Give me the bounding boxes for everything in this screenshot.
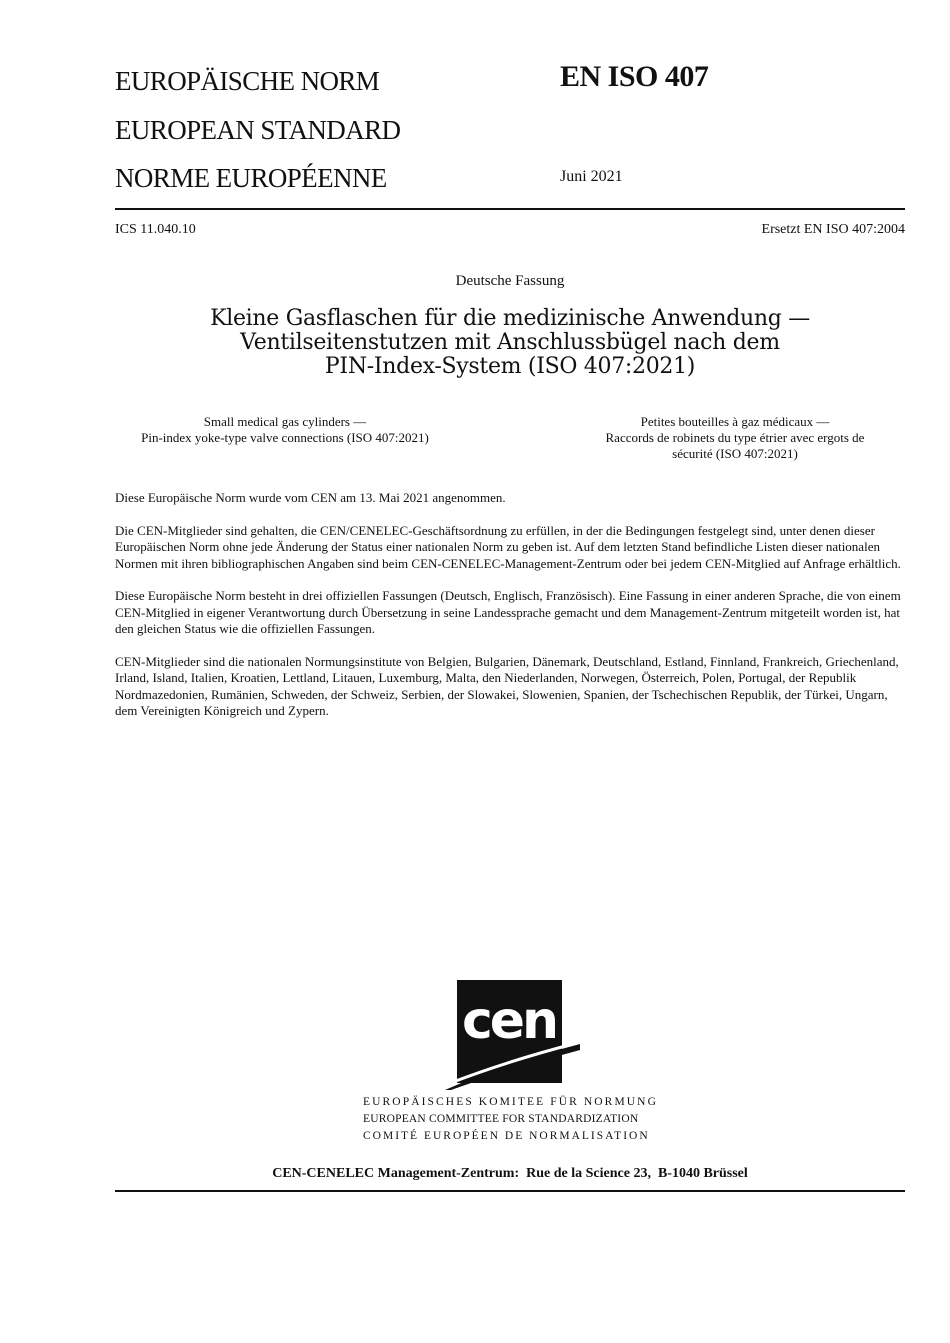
org-name-english: EUROPEAN COMMITTEE FOR STANDARDIZATION — [363, 1113, 639, 1125]
french-title-line: Raccords de robinets du type étrier avec ergots de — [605, 430, 865, 445]
org-name-german: EUROPÄISCHES KOMITEE FÜR NORMUNG — [363, 1096, 658, 1108]
cen-logo-lettering: cen — [461, 991, 557, 1051]
header-rule — [115, 208, 905, 210]
member-list-paragraph: CEN-Mitglieder sind die nationalen Normungsinstitute von Belgien, Bulgarien, Dänemark, Deutschland, Estland, Finnland, Frankreich, Griechenland, Irland, Island, Italien, Kroatien, Lettland, Litauen, Luxemburg, Malta, den Niederlanden, Norwegen, Österreich, Polen, Portugal, der Republik Nordmazedonien, Rumänien, Schweden, der Schweiz, Serbien, der Slowakei, Slowenien, Spanien, der Tschechischen Republik, der Türkei, Ungarn, dem Vereinigten Königreich und Zypern. — [115, 653, 899, 718]
french-title — [555, 414, 915, 462]
title-line: Ventilseitenstutzen mit Anschlussbügel nach dem — [240, 330, 780, 355]
title-line: Kleine Gasflaschen für die medizinische Anwendung — — [210, 306, 810, 331]
official-versions-paragraph: Diese Europäische Norm besteht in drei offiziellen Fassungen (Deutsch, Englisch, Französisch). Eine Fassung in einer anderen Sprache, die von einem CEN-Mitglied in eigener Verantwortung durch Übersetzung in seine Landessprache gemacht und dem Management-Zentrum mitgeteilt worden ist, hat den gleichen Status wie die offiziellen Fassungen. — [115, 588, 901, 636]
standard-name-english: EUROPEAN STANDARD — [115, 115, 401, 145]
version-label: Deutsche Fassung — [455, 273, 565, 289]
standard-name-french: NORME EUROPÉENNE — [115, 163, 387, 193]
french-title-line: Petites bouteilles à gaz médicaux — — [640, 414, 830, 429]
members-obligation-paragraph: Die CEN-Mitglieder sind gehalten, die CEN/CENELEC-Geschäftsordnung zu erfüllen, in der die Bedingungen festgelegt sind, unter denen dieser Europäischen Norm ohne jede Änderung der Status einer nationalen Norm zu geben ist. Auf dem letzten Stand befindliche Listen dieser nationalen Normen mit ihren bibliographischen Angaben sind beim CEN-CENELEC-Management-Zentrum oder bei jedem CEN-Mitglied auf Anfrage erhältlich. — [115, 522, 901, 571]
management-centre-address: CEN-CENELEC Management-Zentrum: Rue de la Science 23, B-1040 Brüssel — [272, 1166, 748, 1181]
english-title-line: Pin-index yoke-type valve connections (ISO 407:2021) — [141, 430, 429, 445]
ics-code: ICS 11.040.10 — [115, 222, 196, 237]
title-line: PIN-Index-System (ISO 407:2021) — [324, 354, 696, 379]
document-title — [190, 307, 830, 379]
french-title-line: sécurité (ISO 407:2021) — [672, 446, 798, 461]
organization-names — [363, 1094, 658, 1145]
english-title-line: Small medical gas cylinders — — [203, 414, 367, 429]
footer-rule — [115, 1190, 905, 1192]
replaces-note: Ersetzt EN ISO 407:2004 — [761, 222, 905, 237]
publication-date: Juni 2021 — [560, 168, 623, 185]
adoption-paragraph: Diese Europäische Norm wurde vom CEN am 13. Mai 2021 angenommen. — [115, 490, 506, 505]
body-text — [115, 490, 910, 736]
org-name-french: COMITÉ EUROPÉEN DE NORMALISATION — [363, 1130, 650, 1142]
standard-number: EN ISO 407 — [560, 60, 709, 93]
english-title — [105, 414, 465, 446]
standard-name-german: EUROPÄISCHE NORM — [115, 66, 380, 96]
cen-logo — [445, 978, 580, 1090]
